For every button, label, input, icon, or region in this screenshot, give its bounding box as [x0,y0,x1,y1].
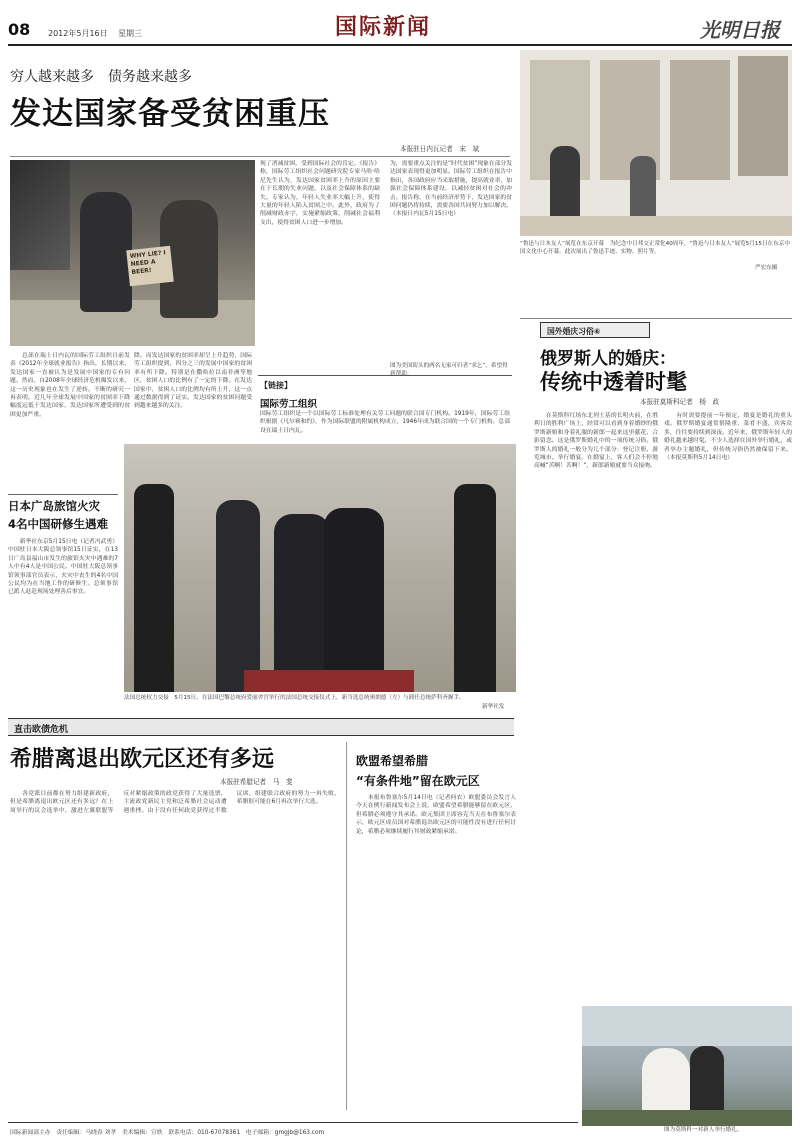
euro-crisis-label: 直击欧债危机 [14,725,69,735]
sidewalk [10,300,255,346]
wall-billboard [10,160,70,270]
incoming-president-figure [324,508,384,692]
person-figure [216,500,260,692]
link-box [258,375,512,439]
exhibition-caption: “鲁迅与日本友人”展览在东京开幕 为纪念中日邦交正常化40周年，“鲁迅与日本友人”展览5月15日在东京中国文化中心开幕。此次展出了鲁迅手迹、实物、照片等。 [520,241,790,255]
eu-headline-1: 欧盟希望希腊 [356,754,429,768]
lead-column-4: 为，需要重点关注的是“时代贫困”现象在部分发达国家表现得更加明显。国际劳工组织在报告中指出，各国政府应当采取措施，提高就业率，加强社会保障体系建设，以减轻贫困对社会的冲击。报告称，在当前经济形势下，发达国家的贫困问题仍将持续，需要各国共同努力加以解决。（本报日内瓦5月15日电） [390,161,512,218]
greece-text: 各党派目前都在努力组建新政府，但是希腊离退出欧元区还有多远？在上周举行的议会选举中，激进左翼联盟等反对紧缩政策的政党获得了大量选票，主流政党新民主党和泛希腊社会运动遭遇重挫。由于没有任何政党获得过半数议席，组建联合政府的努力一再失败，希腊很可能在6月再次举行大选。 [10,791,340,814]
series-label-box [540,322,650,338]
series-rule [520,318,792,319]
guard-figure [454,484,496,692]
wedding-byline: 本报驻莫斯科记者 杨 政 [640,398,720,406]
link-text: 国际劳工组织是一个以国际劳工标准处理有关劳工问题的联合国专门机构。1919年，国际劳工组织根据《凡尔赛和约》，作为国际联盟的附属机构成立，1946年成为联合国的一个专门机构。总部设在瑞士日内瓦。 [260,411,510,434]
eu-text: 本报布鲁塞尔5月14日电（记者何农）欧盟委员会发言人今天在例行新闻发布会上说，欧盟希望希腊能够留在欧元区，但希腊必须遵守其承诺。欧元集团主席容克当天在布鲁塞尔表示，欧元区成员国对希腊退出欧元区的可能性没有进行任何讨论，希腊必须继续履行其财政紧缩承诺。 [356,795,516,835]
sky-area [582,1006,792,1046]
lead-photo-note: 图为美国街头的两名无家可归者“求乞”，希望得到帮助。 [390,363,508,377]
japan-rule [8,494,118,495]
wedding-photo-caption: 图为莫斯科一对新人举行婚礼。 [664,1127,743,1133]
issue-date: 2012年5月16日 [48,29,108,38]
series-label: 国外婚庆习俗⑥ [547,327,601,336]
wedding-headline-2: 传统中透着时髦 [540,370,687,394]
link-title: 国际劳工组织 [260,399,318,410]
france-credit: 新华社发 [482,704,505,710]
lead-byline: 本报驻日内瓦记者 宋 斌 [400,145,480,153]
japan-headline-2: 4名中国研修生遇难 [8,517,109,531]
footer-rule [8,1122,578,1123]
eu-headline-2: “有条件地”留在欧元区 [356,774,480,788]
greece-headline: 希腊离退出欧元区还有多远 [10,747,275,772]
france-photo [124,444,516,692]
exhibition-credit: 严宏东摄 [755,265,778,271]
japan-text: 新华社东京5月15日电（记者冯武勇）中国驻日本大阪总领事馆15日证实，在13日广岛县福山市发生的旅馆火灾中遇难的7人中有4人是中国公民。中国驻大阪总领事馆领事部官员表示，火灾中丧生的4名中国公民均为在当地工作的研修生。总领事馆已派人赶赴现场处理善后事宜。 [8,539,118,596]
france-caption: 法国总统权力交接 5月15日，在法国巴黎总统府爱丽舍宫举行的法国总统交接仪式上，新当选总统奥朗德（左）与卸任总统萨科齐握手。 [124,695,465,701]
portrait-panel [738,56,788,176]
wedding-photo [582,1006,792,1126]
euro-crisis-banner [8,718,514,736]
person-left [80,192,132,312]
cardboard-sign: WHY LIE? I NEED A BEER! [126,246,174,286]
lead-kicker: 穷人越来越多 债务越来越多 [10,69,192,85]
exhibition-photo [520,50,792,236]
header-rule [8,44,792,46]
wedding-text-a: 在莫斯科红场东北列士基的长明火前，在胜利日的胜利广场上，经常可以看到身着婚纱的俄罗斯新娘和身着礼服的新郎一起来这里献花、合影留念。这是俄罗斯婚礼中的一项传统习俗。俄罗斯人的婚礼一般分为几个部分：登记注册、游览城市、举行婚宴。在婚宴上，客人们会不停地高喊“苦啊！苦啊！”，新郎新娘就要当众接吻。 [534,413,658,470]
section-title: 国际新闻 [335,15,432,40]
page-number: 08 [8,20,31,39]
lead-headline: 发达国家备受贫困重压 [10,96,330,132]
red-carpet [244,670,414,692]
lead-photo-caption: 总部在瑞士日内瓦的国际劳工组织日前发表《2012年全球就业报告》指出，长期以来，发达国家一直被认为是发展中国家的专有问题。然而，自2008年全球经济危机爆发以来，这一历史现象也在发生了逆转。不断的研究一再表明，近几年全球发展中国家的贫困率下降幅度远低于发达国家，发达国家所遭受到的贫困更加严重。 [10,353,130,418]
lead-column-3: 现了消减贫困，受到国际社会的肯定。《报告》称，国际劳工组织社会问题研究院专家马哈·哈尼先生认为，发达国家贫困率上升的原因主要在于长期的失业问题，以及社会保障体系的缺失。专家认为，年轻人失业率大幅上升，使得大量的年轻人陷入贫困之中。此外，政府为了削减财政赤字，实施紧缩政策，削减社会福利支出，使得贫困人口进一步增加。 [260,161,380,226]
lead-photo [10,160,255,346]
greece-divider [346,742,347,1110]
flower-bed [582,1110,792,1126]
link-label: 【链接】 [260,381,292,390]
wedding-headline-1: 俄罗斯人的婚庆： [540,349,676,369]
greece-byline: 本报驻希腊记者 马 斐 [220,778,293,786]
issue-weekday: 星期三 [118,29,142,38]
portrait-panel [670,60,730,180]
wedding-text-b: 有时需要提前一年预定，婚宴是婚礼的重头戏。俄罗斯婚宴通常很隆重，菜肴丰盛，宾客众多，往往要持续到深夜。近年来，俄罗斯年轻人的婚礼越来越时髦，不少人选择在国外举行婚礼，或者举办主题婚礼，但传统习俗仍然被保留下来。（本报莫斯科5月14日电） [664,413,792,462]
japan-headline-1: 日本广岛旅馆火灾 [8,499,100,513]
lead-column-2: 降。而发达国家的贫困率却呈上升趋势，国际劳工组织提到，四分之三的发展中国家的贫困率有所下降。特别是在撒哈拉以南非洲等地区，贫困人口的比例有了一定的下降。在发达国家中，贫困人口的比例均有所上升，这一点通过数据得到了证实。发达国家的贫困问题受到越来越多的关注。 [134,353,252,410]
lead-rule [10,156,510,157]
newspaper-logo: 光明日报 [700,18,780,42]
outgoing-president-figure [274,514,330,692]
page-header [0,0,800,48]
footer-info: 国际新闻部主办 责任编辑：马晓春 刘孝 美术编辑：宣轶 联系电话：010-67078361 电子邮箱：gmgjb@163.com [10,1130,325,1136]
floor [520,216,792,236]
guard-figure [134,484,174,692]
